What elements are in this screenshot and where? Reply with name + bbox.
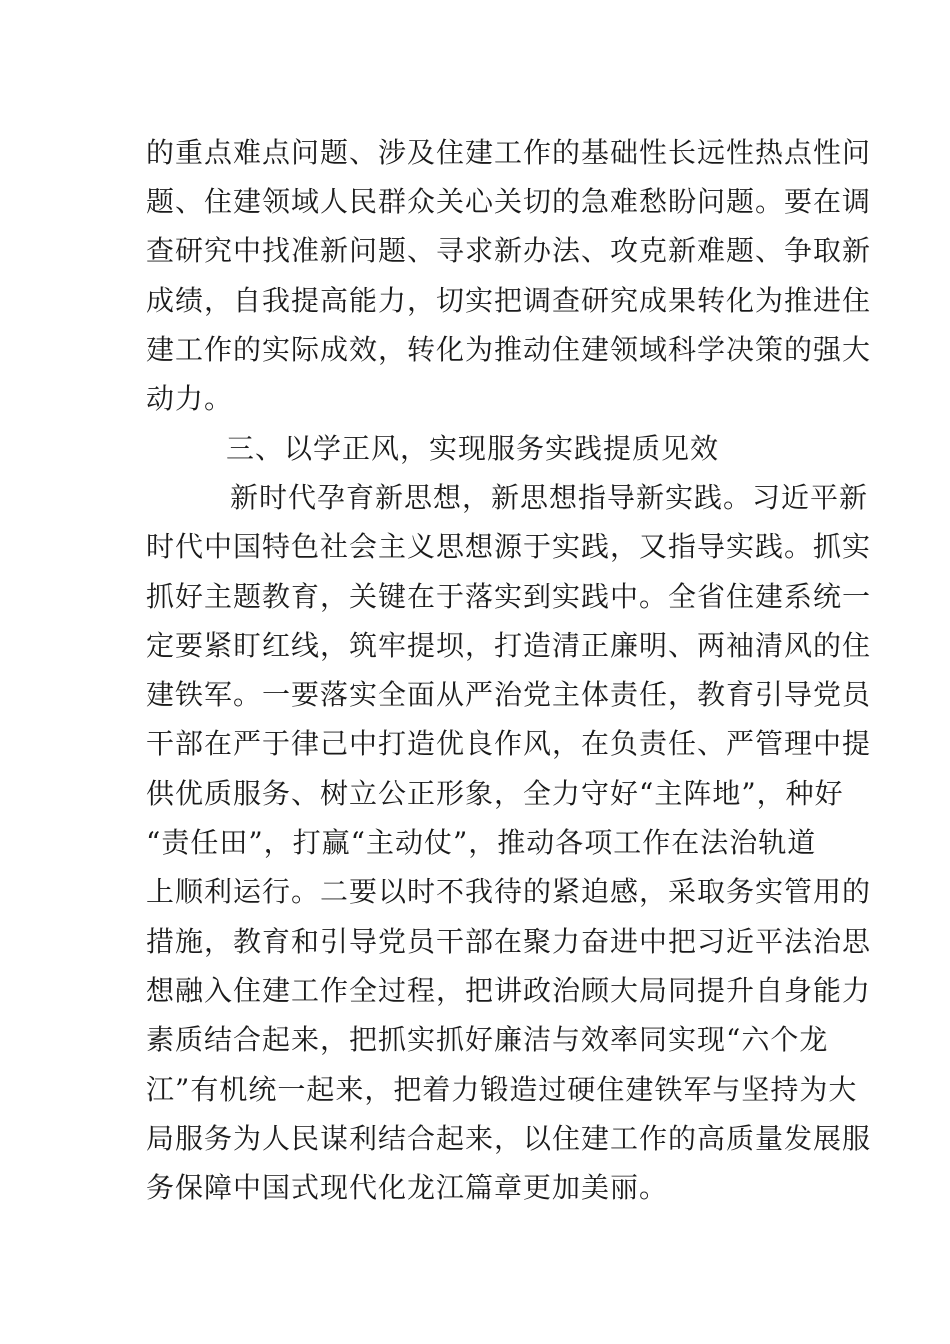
- paragraph-1-line-5: 建工作的实际成效，转化为推动住建领域科学决策的强大: [146, 333, 872, 366]
- paragraph-1-line-1: 的重点难点问题、涉及住建工作的基础性长远性热点性问: [146, 136, 872, 169]
- paragraph-2-line-13: 江”有机统一起来，把着力锻造过硬住建铁军与坚持为大: [146, 1073, 858, 1106]
- paragraph-1-line-3: 查研究中找准新问题、寻求新办法、攻克新难题、争取新: [146, 234, 872, 267]
- paragraph-1-line-2: 题、住建领域人民群众关心关切的急难愁盼问题。要在调: [146, 185, 872, 218]
- paragraph-1-line-6: 动力。: [146, 382, 234, 415]
- paragraph-2-line-6: 干部在严于律己中打造优良作风，在负责任、严管理中提: [146, 727, 872, 760]
- paragraph-2-line-7: 供优质服务、树立公正形象，全力守好“主阵地”，种好: [146, 777, 844, 810]
- paragraph-2-line-8: “责任田”，打赢“主动仗”，推动各项工作在法治轨道: [146, 826, 817, 859]
- paragraph-2-line-3: 抓好主题教育，关键在于落实到实践中。全省住建系统一: [146, 580, 872, 613]
- paragraph-2-line-14: 局服务为人民谋利结合起来，以住建工作的高质量发展服: [146, 1122, 872, 1155]
- paragraph-1-line-4: 成绩，自我提高能力，切实把调查研究成果转化为推进住: [146, 284, 872, 317]
- paragraph-2-line-15: 务保障中国式现代化龙江篇章更加美丽。: [146, 1171, 669, 1204]
- paragraph-2-line-5: 建铁军。一要落实全面从严治党主体责任，教育引导党员: [146, 678, 872, 711]
- paragraph-2-line-12: 素质结合起来，把抓实抓好廉洁与效率同实现“六个龙: [146, 1023, 829, 1056]
- paragraph-2-line-10: 措施，教育和引导党员干部在聚力奋进中把习近平法治思: [146, 925, 872, 958]
- paragraph-2-line-2: 时代中国特色社会主义思想源于实践，又指导实践。抓实: [146, 530, 872, 563]
- paragraph-2-line-9: 上顺利运行。二要以时不我待的紧迫感，采取务实管用的: [146, 875, 872, 908]
- paragraph-2-line-4: 定要紧盯红线，筑牢提坝，打造清正廉明、两袖清风的住: [146, 629, 872, 662]
- paragraph-2-line-1: 新时代孕育新思想，新思想指导新实践。习近平新: [230, 481, 869, 514]
- paragraph-2-line-11: 想融入住建工作全过程，把讲政治顾大局同提升自身能力: [146, 974, 872, 1007]
- section-heading: 三、以学正风，实现服务实践提质见效: [226, 432, 720, 465]
